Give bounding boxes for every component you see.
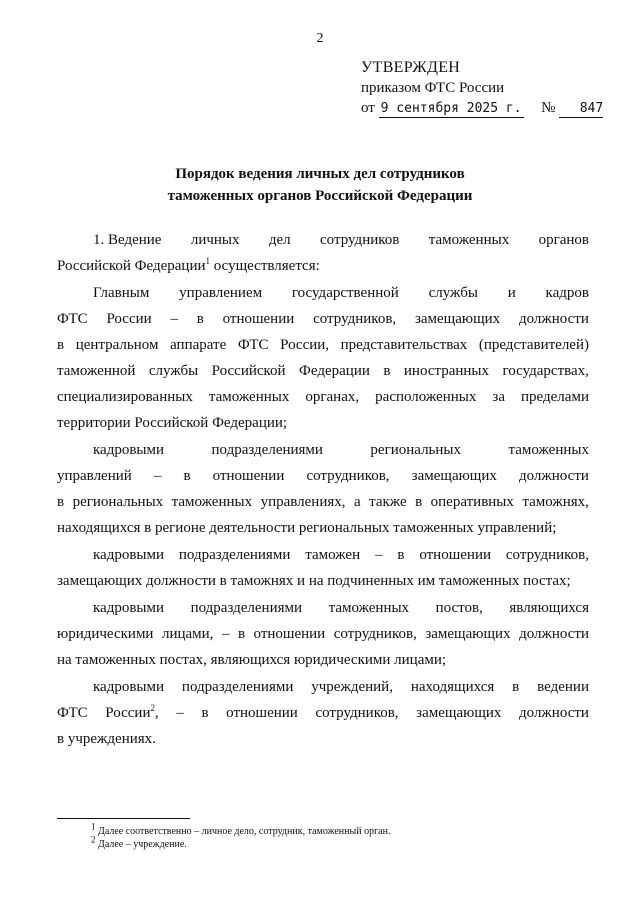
body-line: 1. Ведение личных дел сотрудников таможенных органов xyxy=(93,232,589,248)
body-line: кадровыми подразделениями учреждений, находящихся в ведении xyxy=(93,679,589,695)
title-line-2: таможенных органов Российской Федерации xyxy=(167,188,473,204)
body-line: находящихся в регионе деятельности региональных таможенных управлений; xyxy=(57,520,557,536)
body-line: кадровыми подразделениями таможенных постов, являющихся xyxy=(93,600,589,616)
body-line: юридическими лицами, – в отношении сотрудников, замещающих должности xyxy=(57,626,589,642)
body-line: ФТС России – в отношении сотрудников, замещающих должности xyxy=(57,311,589,327)
body-line: специализированных таможенных органах, расположенных за пределами xyxy=(57,389,589,405)
body-line: в учреждениях. xyxy=(57,731,156,747)
approval-number: 847 xyxy=(559,101,603,118)
title-line-1: Порядок ведения личных дел сотрудников xyxy=(175,166,465,182)
document-title xyxy=(0,163,640,207)
date-prefix: от xyxy=(361,100,375,116)
body-line: Главным управлением государственной службы и кадров xyxy=(93,285,589,301)
footnotes xyxy=(91,821,391,851)
footnote: $^2$ Далее – учреждение. xyxy=(91,834,187,850)
footnote-separator xyxy=(57,818,190,819)
number-prefix: № xyxy=(541,100,556,116)
body-line: в региональных таможенных управлениях, а также в оперативных таможнях, xyxy=(57,494,589,510)
body-line: таможенной службы Российской Федерации в иностранных государствах, xyxy=(57,363,589,379)
approval-date: 9 сентября 2025 г. xyxy=(379,101,524,118)
approval-date-line xyxy=(361,98,621,118)
body-line: замещающих должности в таможнях и на подчиненных им таможенных постах; xyxy=(57,573,571,589)
body-line: кадровыми подразделениями региональных таможенных xyxy=(93,442,589,458)
approval-order-line: приказом ФТС России xyxy=(361,80,505,96)
body-line: в центральном аппарате ФТС России, представительствах (представителей) xyxy=(57,337,589,353)
page-number: 2 xyxy=(316,31,324,46)
approval-stamp xyxy=(361,58,621,118)
body-line: Российской Федерации$^1$ осуществляется: xyxy=(57,256,320,274)
body-line: территории Российской Федерации; xyxy=(57,415,288,431)
body-line: на таможенных постах, являющихся юридическими лицами; xyxy=(57,652,447,668)
body-line: управлений – в отношении сотрудников, замещающих должности xyxy=(57,468,589,484)
footnote: $^1$ Далее соответственно – личное дело, сотрудник, таможенный орган. xyxy=(91,821,391,837)
approval-heading: УТВЕРЖДЕН xyxy=(361,59,461,76)
body-line: ФТС России$^2$, – в отношении сотрудников, замещающих должности xyxy=(57,703,589,721)
body-line: кадровыми подразделениями таможен – в отношении сотрудников, xyxy=(93,547,589,563)
